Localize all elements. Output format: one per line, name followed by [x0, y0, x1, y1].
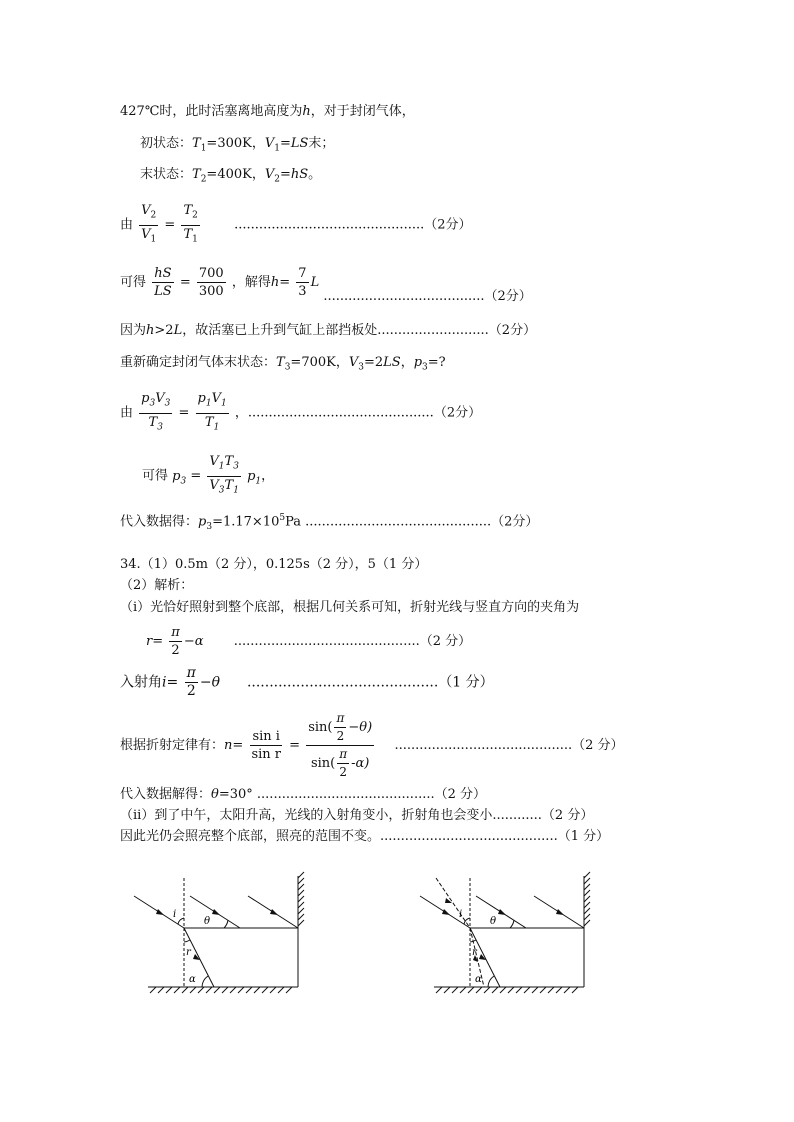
label-r: r	[472, 947, 477, 958]
line-because: 因为h>2L，故活塞已上升到气缸上部挡板处...........................（2分）	[120, 323, 537, 338]
label-i: i	[173, 909, 177, 920]
noon-incident-ray	[436, 878, 470, 928]
diagram-left	[126, 870, 306, 1000]
equation-r: r= $\frac{\pi}{2}$ −α .............................................（2 分）	[146, 625, 472, 658]
final-state: 末状态：$T_2=400K$，$V_2=hS$。	[140, 167, 322, 185]
q34-line3: （i）光恰好照射到整个底部，根据几何关系可知，折射光线与竖直方向的夹角为	[120, 600, 580, 615]
line-conclusion: 因此光仍会照亮整个底部，照亮的范围不变。...........................................（1 分）	[120, 829, 610, 844]
result-p3: 代入数据得：$p_3=1.17\times 10^5Pa$ .............................................（2分）	[120, 513, 539, 532]
diagram-right	[412, 870, 592, 1000]
label-alpha: α	[475, 974, 482, 985]
result-theta: 代入数据解得：θ=30° ...........................................（2 分）	[120, 787, 487, 802]
ground-hatching	[150, 987, 292, 993]
label-theta: θ	[204, 916, 211, 927]
label-alpha: α	[189, 974, 196, 985]
q34-line2: （2）解析：	[120, 578, 194, 593]
line-427: 427℃时，此时活塞离地高度为h，对于封闭气体，	[120, 104, 415, 119]
line-redefine: 重新确定封闭气体末状态：$T_3=700K$，$V_3=2LS$，$p_3=$?	[120, 355, 446, 373]
wall-hatching	[298, 872, 304, 926]
equation-p3: 可得 $p_3$ = $\frac{V_1T_3}{V_3T_1}$ $p_1$，	[142, 454, 275, 496]
label-theta: θ	[490, 916, 497, 927]
equation-i: 入射角i= $\frac{\pi}{2}$ −θ ...........................................（1 分）	[120, 665, 494, 699]
label-i: i	[459, 909, 463, 920]
equation-h: 可得 $\frac{hS}{LS}$ = $\frac{700}{300}$ ，解得h= $\frac{7}{3}$ L .......................................（2分）	[120, 266, 532, 304]
equation-v-t: 由 $\frac{V_2}{V_1}$ = $\frac{T_2}{T_1}$ ..............................................（2分）	[120, 203, 472, 245]
label-r: r	[186, 947, 191, 958]
q34-line1: 34.（1）0.5m（2 分），0.125s（2 分），5（1 分）	[120, 557, 428, 572]
equation-n: 根据折射定律有：n= $\frac{\text{sin i}}{\text{sin r}}$ = sin( $\frac{\pi}{2}$ −θ) sin( $\frac{\pi}{2}$ -α) ...........................................（2 分）	[120, 711, 624, 779]
initial-state: 初状态：$T_1=300K$，$V_1=LS$末；	[140, 136, 335, 154]
ground-hatching	[436, 987, 578, 993]
equation-pvt: 由 $\frac{p_3V_3}{T_3}$ = $\frac{p_1V_1}{T_1}$ ，.............................................（2分）	[120, 391, 482, 433]
line-ii: （ii）到了中午，太阳升高，光线的入射角变小，折射角也会变小............（2 分）	[120, 808, 594, 823]
wall-hatching	[584, 872, 590, 926]
